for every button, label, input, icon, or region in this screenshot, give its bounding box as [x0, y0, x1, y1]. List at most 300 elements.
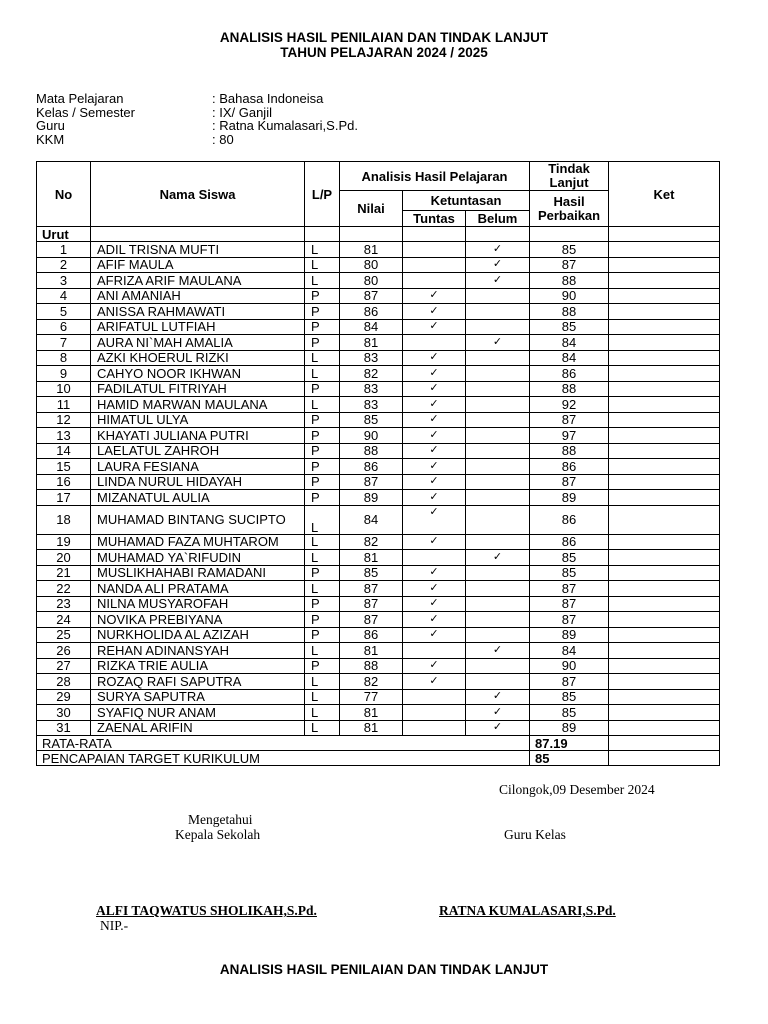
tuntas-check — [403, 550, 466, 566]
tuntas-check: ✓ — [403, 412, 466, 428]
average-value: 87.19 — [530, 736, 609, 751]
next-page-title: ANALISIS HASIL PENILAIAN DAN TINDAK LANJUT — [219, 962, 549, 977]
empty-cell — [530, 227, 609, 242]
student-score: 82 — [340, 366, 403, 382]
student-name: MUSLIKHAHABI RAMADANI — [91, 565, 305, 581]
student-no: 21 — [37, 565, 91, 581]
student-note — [609, 428, 720, 444]
student-gender: L — [305, 534, 340, 550]
student-no: 5 — [37, 304, 91, 320]
principal-name: ALFI TAQWATUS SHOLIKAH,S.Pd. — [96, 903, 317, 918]
student-name: ZAENAL ARIFIN — [91, 720, 305, 736]
student-name: AFIF MAULA — [91, 257, 305, 273]
header-ketuntasan: Ketuntasan — [403, 191, 530, 211]
student-name: HAMID MARWAN MAULANA — [91, 397, 305, 413]
student-name: ARIFATUL LUTFIAH — [91, 319, 305, 335]
student-gender: L — [305, 720, 340, 736]
student-name: AZKI KHOERUL RIZKI — [91, 350, 305, 366]
table-row — [37, 689, 720, 705]
belum-check — [466, 474, 530, 490]
student-note — [609, 319, 720, 335]
tuntas-check: ✓ — [403, 534, 466, 550]
empty-cell — [403, 227, 466, 242]
student-remedial-score: 88 — [530, 443, 609, 459]
student-remedial-score: 97 — [530, 428, 609, 444]
belum-check: ✓ — [466, 273, 530, 289]
student-gender: L — [305, 397, 340, 413]
student-name: NANDA ALI PRATAMA — [91, 581, 305, 597]
student-gender: P — [305, 381, 340, 397]
student-score: 82 — [340, 534, 403, 550]
student-name: MUHAMAD FAZA MUHTAROM — [91, 534, 305, 550]
target-value: 85 — [530, 751, 609, 766]
tuntas-check: ✓ — [403, 658, 466, 674]
student-note — [609, 658, 720, 674]
table-row — [37, 397, 720, 413]
student-score: 86 — [340, 459, 403, 475]
student-gender: P — [305, 288, 340, 304]
table-row — [37, 288, 720, 304]
header-lp: L/P — [305, 162, 340, 227]
student-score: 85 — [340, 412, 403, 428]
student-note — [609, 505, 720, 534]
student-gender: P — [305, 443, 340, 459]
student-no: 31 — [37, 720, 91, 736]
info-label: Mata Pelajaran — [36, 91, 124, 106]
student-gender: L — [305, 505, 340, 534]
student-gender: L — [305, 581, 340, 597]
student-note — [609, 674, 720, 690]
student-note — [609, 705, 720, 721]
student-no: 23 — [37, 596, 91, 612]
student-note — [609, 550, 720, 566]
table-row — [37, 612, 720, 628]
student-name: CAHYO NOOR IKHWAN — [91, 366, 305, 382]
tuntas-check: ✓ — [403, 612, 466, 628]
table-row — [37, 366, 720, 382]
student-note — [609, 397, 720, 413]
belum-check — [466, 350, 530, 366]
student-no: 1 — [37, 242, 91, 258]
table-row — [37, 412, 720, 428]
info-row — [36, 106, 358, 120]
table-row — [37, 428, 720, 444]
student-score: 77 — [340, 689, 403, 705]
tuntas-check: ✓ — [403, 459, 466, 475]
header-urut: Urut — [37, 227, 91, 242]
belum-check — [466, 581, 530, 597]
belum-check: ✓ — [466, 257, 530, 273]
student-no: 9 — [37, 366, 91, 382]
student-gender: L — [305, 366, 340, 382]
belum-check — [466, 366, 530, 382]
tuntas-check: ✓ — [403, 474, 466, 490]
student-note — [609, 459, 720, 475]
subject-info — [36, 92, 358, 146]
student-gender: P — [305, 304, 340, 320]
table-row — [37, 304, 720, 320]
info-value: : 80 — [212, 131, 234, 147]
student-name: FADILATUL FITRIYAH — [91, 381, 305, 397]
student-gender: P — [305, 565, 340, 581]
header-analisis: Analisis Hasil Pelajaran — [340, 162, 530, 191]
student-note — [609, 474, 720, 490]
student-remedial-score: 87 — [530, 674, 609, 690]
student-no: 29 — [37, 689, 91, 705]
student-remedial-score: 88 — [530, 304, 609, 320]
student-note — [609, 596, 720, 612]
belum-check — [466, 490, 530, 506]
student-name: LAELATUL ZAHROH — [91, 443, 305, 459]
student-name: MUHAMAD YA`RIFUDIN — [91, 550, 305, 566]
tuntas-check: ✓ — [403, 304, 466, 320]
belum-check — [466, 627, 530, 643]
header-nilai: Nilai — [340, 191, 403, 227]
tuntas-check — [403, 720, 466, 736]
mengetahui-label: Mengetahui — [188, 812, 253, 827]
student-gender: L — [305, 242, 340, 258]
student-no: 13 — [37, 428, 91, 444]
table-row — [37, 273, 720, 289]
student-name: RIZKA TRIE AULIA — [91, 658, 305, 674]
student-note — [609, 257, 720, 273]
student-remedial-score: 85 — [530, 319, 609, 335]
student-no: 26 — [37, 643, 91, 659]
belum-check — [466, 304, 530, 320]
belum-check: ✓ — [466, 550, 530, 566]
student-score: 88 — [340, 658, 403, 674]
student-no: 3 — [37, 273, 91, 289]
student-no: 17 — [37, 490, 91, 506]
tuntas-check: ✓ — [403, 350, 466, 366]
student-no: 19 — [37, 534, 91, 550]
empty-cell — [340, 227, 403, 242]
student-name: NURKHOLIDA AL AZIZAH — [91, 627, 305, 643]
tuntas-check — [403, 643, 466, 659]
tuntas-check: ✓ — [403, 381, 466, 397]
info-value: : IX/ Ganjil — [212, 104, 272, 120]
student-score: 81 — [340, 643, 403, 659]
tuntas-check: ✓ — [403, 596, 466, 612]
student-no: 16 — [37, 474, 91, 490]
empty-cell — [466, 227, 530, 242]
table-row — [37, 319, 720, 335]
student-score: 80 — [340, 257, 403, 273]
student-name: KHAYATI JULIANA PUTRI — [91, 428, 305, 444]
info-value: : Ratna Kumalasari,S.Pd. — [212, 118, 358, 133]
table-row — [37, 335, 720, 351]
student-remedial-score: 85 — [530, 689, 609, 705]
grades-table — [36, 161, 720, 766]
header-tindak-lanjut: Tindak Lanjut — [530, 162, 609, 191]
student-name: SYAFIQ NUR ANAM — [91, 705, 305, 721]
student-note — [609, 273, 720, 289]
table-row — [37, 474, 720, 490]
table-row — [37, 459, 720, 475]
student-note — [609, 366, 720, 382]
student-score: 84 — [340, 505, 403, 534]
table-summary — [37, 736, 720, 766]
tuntas-check: ✓ — [403, 366, 466, 382]
student-no: 7 — [37, 335, 91, 351]
student-score: 88 — [340, 443, 403, 459]
header-belum: Belum — [466, 211, 530, 227]
belum-check — [466, 319, 530, 335]
info-label: Kelas / Semester — [36, 104, 135, 120]
student-no: 24 — [37, 612, 91, 628]
student-gender: L — [305, 273, 340, 289]
student-remedial-score: 87 — [530, 257, 609, 273]
table-row — [37, 443, 720, 459]
student-score: 85 — [340, 565, 403, 581]
student-score: 86 — [340, 304, 403, 320]
student-score: 83 — [340, 381, 403, 397]
belum-check — [466, 459, 530, 475]
student-score: 87 — [340, 288, 403, 304]
table-row — [37, 705, 720, 721]
student-remedial-score: 89 — [530, 490, 609, 506]
student-score: 83 — [340, 350, 403, 366]
tuntas-check: ✓ — [403, 288, 466, 304]
student-score: 87 — [340, 612, 403, 628]
tuntas-check — [403, 257, 466, 273]
student-no: 14 — [37, 443, 91, 459]
student-note — [609, 490, 720, 506]
tuntas-check: ✓ — [403, 581, 466, 597]
student-remedial-score: 84 — [530, 643, 609, 659]
student-name: NOVIKA PREBIYANA — [91, 612, 305, 628]
student-note — [609, 335, 720, 351]
student-no: 4 — [37, 288, 91, 304]
student-gender: P — [305, 319, 340, 335]
student-score: 87 — [340, 474, 403, 490]
student-gender: P — [305, 627, 340, 643]
student-remedial-score: 88 — [530, 273, 609, 289]
tuntas-check — [403, 273, 466, 289]
belum-check: ✓ — [466, 643, 530, 659]
student-no: 28 — [37, 674, 91, 690]
student-note — [609, 720, 720, 736]
student-gender: P — [305, 428, 340, 444]
student-score: 90 — [340, 428, 403, 444]
student-no: 25 — [37, 627, 91, 643]
student-remedial-score: 89 — [530, 627, 609, 643]
table-row — [37, 257, 720, 273]
student-name: AFRIZA ARIF MAULANA — [91, 273, 305, 289]
table-row — [37, 658, 720, 674]
table-row — [37, 505, 720, 534]
empty-cell — [91, 227, 305, 242]
empty-cell — [609, 736, 720, 751]
belum-check: ✓ — [466, 689, 530, 705]
header-ket: Ket — [609, 162, 720, 227]
student-no: 22 — [37, 581, 91, 597]
student-note — [609, 534, 720, 550]
student-remedial-score: 88 — [530, 381, 609, 397]
student-name: ANISSA RAHMAWATI — [91, 304, 305, 320]
student-gender: L — [305, 550, 340, 566]
student-note — [609, 643, 720, 659]
table-row — [37, 565, 720, 581]
student-name: SURYA SAPUTRA — [91, 689, 305, 705]
tuntas-check: ✓ — [403, 505, 466, 534]
tuntas-check: ✓ — [403, 490, 466, 506]
student-remedial-score: 85 — [530, 705, 609, 721]
student-gender: L — [305, 705, 340, 721]
table-row — [37, 550, 720, 566]
target-label: PENCAPAIAN TARGET KURIKULUM — [37, 751, 530, 766]
student-name: AURA NI`MAH AMALIA — [91, 335, 305, 351]
student-note — [609, 381, 720, 397]
info-row — [36, 119, 358, 133]
tuntas-check: ✓ — [403, 443, 466, 459]
student-no: 12 — [37, 412, 91, 428]
student-remedial-score: 86 — [530, 366, 609, 382]
student-no: 15 — [37, 459, 91, 475]
tuntas-check — [403, 242, 466, 258]
student-score: 87 — [340, 581, 403, 597]
student-remedial-score: 86 — [530, 534, 609, 550]
student-name: LINDA NURUL HIDAYAH — [91, 474, 305, 490]
belum-check — [466, 288, 530, 304]
student-remedial-score: 90 — [530, 288, 609, 304]
student-score: 80 — [340, 273, 403, 289]
student-remedial-score: 87 — [530, 581, 609, 597]
student-score: 83 — [340, 397, 403, 413]
student-no: 18 — [37, 505, 91, 534]
student-note — [609, 288, 720, 304]
student-remedial-score: 87 — [530, 612, 609, 628]
student-remedial-score: 90 — [530, 658, 609, 674]
student-score: 87 — [340, 596, 403, 612]
student-note — [609, 242, 720, 258]
tuntas-check: ✓ — [403, 627, 466, 643]
tuntas-check — [403, 705, 466, 721]
student-note — [609, 627, 720, 643]
student-name: NILNA MUSYAROFAH — [91, 596, 305, 612]
table-row — [37, 490, 720, 506]
table-row — [37, 581, 720, 597]
student-note — [609, 350, 720, 366]
teacher-name: RATNA KUMALASARI,S.Pd. — [439, 903, 616, 918]
student-no: 11 — [37, 397, 91, 413]
tuntas-check: ✓ — [403, 319, 466, 335]
student-no: 8 — [37, 350, 91, 366]
student-no: 27 — [37, 658, 91, 674]
teacher-label: Guru Kelas — [504, 827, 566, 842]
table-body — [37, 162, 720, 736]
student-gender: P — [305, 658, 340, 674]
student-gender: L — [305, 257, 340, 273]
info-row — [36, 92, 358, 106]
info-label: Guru — [36, 118, 65, 133]
document-title: ANALISIS HASIL PENILAIAN DAN TINDAK LANJUT — [219, 30, 549, 45]
student-score: 81 — [340, 242, 403, 258]
student-gender: L — [305, 674, 340, 690]
student-remedial-score: 84 — [530, 335, 609, 351]
table-row — [37, 674, 720, 690]
header-no: No — [37, 162, 91, 227]
belum-check — [466, 674, 530, 690]
table-row — [37, 242, 720, 258]
tuntas-check: ✓ — [403, 428, 466, 444]
student-gender: P — [305, 490, 340, 506]
student-remedial-score: 87 — [530, 596, 609, 612]
student-score: 81 — [340, 720, 403, 736]
student-name: LAURA FESIANA — [91, 459, 305, 475]
belum-check — [466, 397, 530, 413]
student-remedial-score: 87 — [530, 412, 609, 428]
student-no: 30 — [37, 705, 91, 721]
belum-check — [466, 658, 530, 674]
student-note — [609, 612, 720, 628]
student-name: ANI AMANIAH — [91, 288, 305, 304]
table-row — [37, 381, 720, 397]
student-name: MIZANATUL AULIA — [91, 490, 305, 506]
info-value: : Bahasa Indoneisa — [212, 91, 324, 106]
belum-check: ✓ — [466, 720, 530, 736]
table-row — [37, 720, 720, 736]
student-note — [609, 689, 720, 705]
belum-check — [466, 428, 530, 444]
student-remedial-score: 85 — [530, 242, 609, 258]
student-note — [609, 304, 720, 320]
belum-check — [466, 565, 530, 581]
student-gender: P — [305, 612, 340, 628]
header-tuntas: Tuntas — [403, 211, 466, 227]
principal-label: Kepala Sekolah — [175, 827, 261, 842]
student-remedial-score: 85 — [530, 565, 609, 581]
belum-check — [466, 381, 530, 397]
principal-nip: NIP.- — [100, 918, 129, 933]
average-label: RATA-RATA — [37, 736, 530, 751]
belum-check: ✓ — [466, 705, 530, 721]
empty-cell — [609, 751, 720, 766]
student-gender: P — [305, 459, 340, 475]
student-note — [609, 581, 720, 597]
student-gender: L — [305, 689, 340, 705]
belum-check — [466, 612, 530, 628]
tuntas-check: ✓ — [403, 674, 466, 690]
student-remedial-score: 87 — [530, 474, 609, 490]
info-label: KKM — [36, 131, 65, 147]
student-remedial-score: 86 — [530, 505, 609, 534]
tuntas-check: ✓ — [403, 397, 466, 413]
student-gender: P — [305, 335, 340, 351]
student-note — [609, 443, 720, 459]
student-gender: L — [305, 350, 340, 366]
student-name: HIMATUL ULYA — [91, 412, 305, 428]
student-gender: L — [305, 643, 340, 659]
student-score: 82 — [340, 674, 403, 690]
table-row — [37, 596, 720, 612]
student-gender: P — [305, 474, 340, 490]
header-hasil-perbaikan: Hasil Perbaikan — [530, 191, 609, 227]
table-row — [37, 627, 720, 643]
student-score: 81 — [340, 705, 403, 721]
belum-check: ✓ — [466, 335, 530, 351]
student-score: 89 — [340, 490, 403, 506]
student-no: 20 — [37, 550, 91, 566]
place-date: Cilongok,09 Desember 2024 — [499, 782, 655, 797]
tuntas-check: ✓ — [403, 565, 466, 581]
student-remedial-score: 86 — [530, 459, 609, 475]
belum-check — [466, 443, 530, 459]
student-name: MUHAMAD BINTANG SUCIPTO — [91, 505, 305, 534]
table-row — [37, 643, 720, 659]
tuntas-check — [403, 689, 466, 705]
student-score: 86 — [340, 627, 403, 643]
